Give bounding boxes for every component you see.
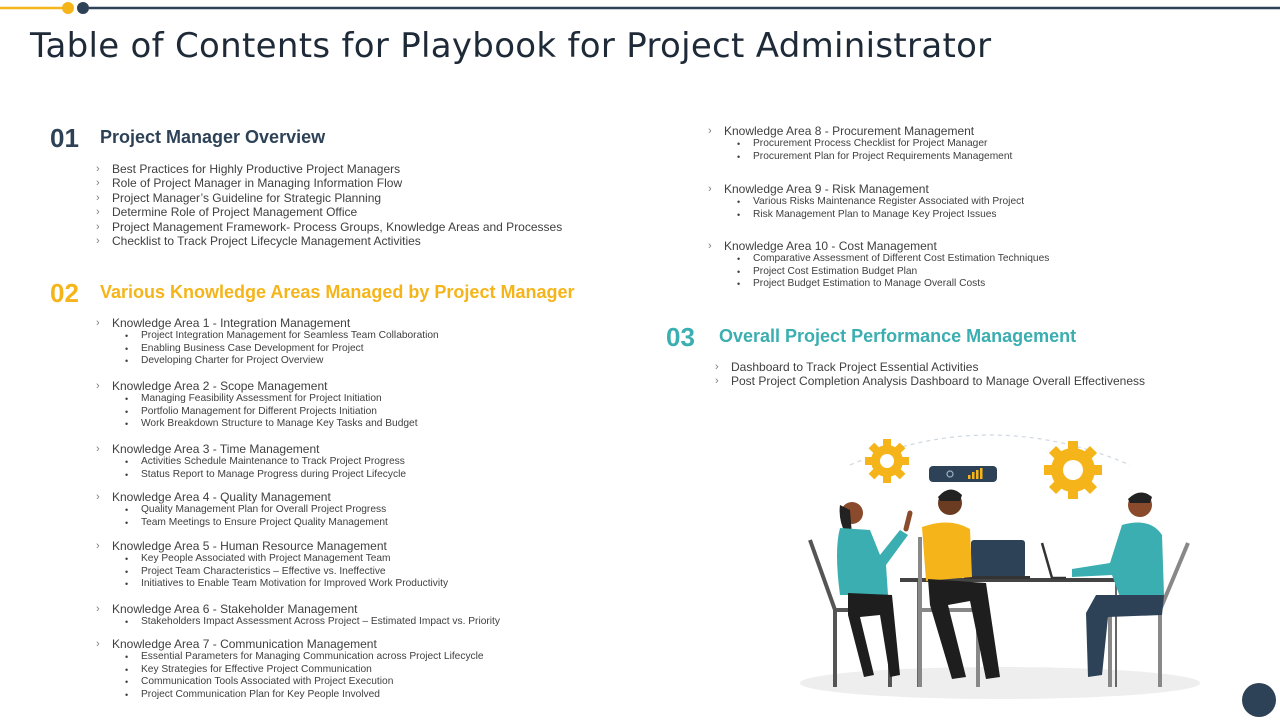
knowledge-area-subitem [96, 651, 484, 664]
chevron-right-icon: › [96, 540, 100, 552]
s3-item-text: Dashboard to Track Project Essential Activities [731, 360, 979, 374]
bullet-dot-icon: • [125, 469, 129, 480]
s1-item-text: Role of Project Manager in Managing Information Flow [112, 176, 403, 191]
knowledge-area-subitem [96, 330, 439, 343]
chevron-right-icon: › [96, 191, 100, 204]
knowledge-area-title: Knowledge Area 10 - Cost Management [724, 239, 937, 253]
section-title-02: Various Knowledge Areas Managed by Project Manager [100, 282, 575, 302]
knowledge-area-title: Knowledge Area 7 - Communication Management [112, 637, 377, 651]
bullet-dot-icon: • [125, 331, 129, 341]
knowledge-area-subitem-text: Essential Parameters for Managing Communication across Project Lifecycle [141, 651, 484, 662]
knowledge-area-block [96, 442, 406, 481]
knowledge-area-subitem [96, 418, 418, 431]
knowledge-area-subitem-text: Procurement Plan for Project Requirements Management [753, 150, 1013, 162]
section-number-01: 01 [50, 123, 79, 153]
knowledge-area-subitem [96, 504, 388, 517]
bullet-dot-icon: • [125, 517, 129, 528]
knowledge-area-subitem [96, 664, 484, 677]
chevron-right-icon: › [715, 375, 719, 388]
knowledge-area-title: Knowledge Area 9 - Risk Management [724, 182, 929, 196]
gear-icon [865, 439, 909, 483]
knowledge-area-subitem-text: Project Integration Management for Seamless Team Collaboration [141, 330, 439, 341]
knowledge-area-subitem-text: Procurement Process Checklist for Project Manager [753, 138, 988, 149]
knowledge-area-block [708, 239, 1049, 291]
knowledge-area-subitem [708, 209, 1024, 222]
bullet-dot-icon: • [125, 457, 129, 467]
section-number-03: 03 [666, 322, 695, 352]
s3-item [715, 374, 1145, 388]
chevron-right-icon: › [96, 163, 100, 175]
s3-item-text: Post Project Completion Analysis Dashboard to Manage Overall Effectiveness [731, 374, 1145, 389]
page-title: Table of Contents for Playbook for Project Administrator [30, 26, 992, 66]
knowledge-area-subitem-text: Enabling Business Case Development for Project [141, 342, 364, 354]
knowledge-area-subitem-text: Managing Feasibility Assessment for Project Initiation [141, 393, 382, 404]
knowledge-area-subitem-text: Stakeholders Impact Assessment Across Project – Estimated Impact vs. Priority [141, 616, 500, 627]
bullet-dot-icon: • [125, 406, 129, 417]
knowledge-area-title: Knowledge Area 4 - Quality Management [112, 490, 331, 504]
bullet-dot-icon: • [125, 652, 129, 662]
bullet-dot-icon: • [737, 209, 741, 220]
knowledge-area-subitem-text: Project Team Characteristics – Effective vs. Ineffective [141, 565, 386, 577]
chevron-right-icon: › [96, 443, 100, 455]
bullet-dot-icon: • [737, 266, 741, 277]
bullet-dot-icon: • [125, 343, 129, 354]
knowledge-area-subitem [96, 566, 448, 579]
chevron-right-icon: › [708, 240, 712, 252]
bullet-dot-icon: • [125, 505, 129, 515]
knowledge-area-subitem [96, 517, 388, 530]
chevron-right-icon: › [96, 177, 100, 190]
bullet-dot-icon: • [125, 579, 129, 590]
chevron-right-icon: › [96, 317, 100, 329]
team-meeting-illustration [790, 425, 1210, 705]
bullet-dot-icon: • [125, 617, 129, 627]
s1-item [96, 234, 562, 248]
knowledge-area-subitem [96, 469, 406, 482]
chevron-right-icon: › [708, 125, 712, 137]
knowledge-area-subitem [708, 151, 1012, 164]
knowledge-area-subitem-text: Comparative Assessment of Different Cost Estimation Techniques [753, 253, 1050, 264]
knowledge-area-subitem [96, 343, 439, 356]
s1-item [96, 176, 562, 190]
bullet-dot-icon: • [737, 197, 741, 207]
section-title-01: Project Manager Overview [100, 127, 326, 147]
s3-item [715, 360, 1145, 374]
knowledge-area-title: Knowledge Area 3 - Time Management [112, 442, 320, 456]
bullet-dot-icon: • [737, 279, 741, 290]
s1-item [96, 162, 562, 176]
knowledge-area-subitem-text: Developing Charter for Project Overview [141, 355, 324, 367]
top-accent-bar [0, 0, 1280, 16]
knowledge-area-subitem-text: Project Budget Estimation to Manage Overall Costs [753, 278, 986, 290]
s1-item-text: Best Practices for Highly Productive Project Managers [112, 162, 401, 176]
chart-card-icon [929, 466, 997, 482]
knowledge-area-subitem [96, 553, 448, 566]
s1-item-text: Project Management Framework- Process Groups, Knowledge Areas and Processes [112, 219, 563, 234]
chevron-right-icon: › [96, 206, 100, 219]
s1-item [96, 191, 562, 205]
knowledge-area-heading [96, 539, 448, 553]
knowledge-area-heading [96, 442, 406, 456]
s1-item-text: Project Manager’s Guideline for Strategic Planning [112, 190, 382, 205]
knowledge-area-title: Knowledge Area 5 - Human Resource Management [112, 539, 387, 553]
chevron-right-icon: › [96, 380, 100, 392]
knowledge-area-subitem-text: Risk Management Plan to Manage Key Project Issues [753, 208, 997, 220]
knowledge-area-title: Knowledge Area 1 - Integration Management [112, 316, 351, 330]
chevron-right-icon: › [96, 638, 100, 650]
knowledge-area-subitem-text: Team Meetings to Ensure Project Quality Management [141, 516, 388, 528]
bullet-dot-icon: • [737, 151, 741, 162]
knowledge-area-block [96, 379, 418, 431]
knowledge-area-heading [96, 637, 484, 651]
knowledge-area-subitem [96, 578, 448, 591]
s1-item [96, 205, 562, 219]
bullet-dot-icon: • [125, 689, 129, 700]
chevron-right-icon: › [708, 183, 712, 195]
knowledge-area-heading [96, 602, 500, 616]
bullet-dot-icon: • [737, 254, 741, 264]
gear-icon [1044, 441, 1102, 499]
knowledge-area-subitem-text: Key Strategies for Effective Project Communication [141, 663, 372, 675]
knowledge-area-heading [708, 124, 1012, 138]
chevron-right-icon: › [96, 603, 100, 615]
bullet-dot-icon: • [125, 419, 129, 430]
chevron-right-icon: › [96, 220, 100, 233]
knowledge-area-subitem [96, 393, 418, 406]
knowledge-area-subitem-text: Status Report to Manage Progress during Project Lifecycle [141, 468, 407, 480]
knowledge-area-subitem [96, 355, 439, 368]
knowledge-area-subitem-text: Quality Management Plan for Overall Project Progress [141, 504, 387, 515]
chevron-right-icon: › [96, 491, 100, 503]
knowledge-area-subitem-text: Portfolio Management for Different Projects Initiation [141, 405, 377, 417]
bullet-dot-icon: • [125, 677, 129, 688]
knowledge-area-heading [708, 182, 1024, 196]
knowledge-area-subitem-text: Project Cost Estimation Budget Plan [753, 265, 918, 277]
knowledge-area-subitem [96, 406, 418, 419]
knowledge-area-subitem [708, 138, 1012, 151]
knowledge-area-subitem [708, 278, 1049, 291]
bullet-dot-icon: • [125, 664, 129, 675]
chevron-right-icon: › [715, 361, 719, 373]
knowledge-area-title: Knowledge Area 6 - Stakeholder Management [112, 602, 358, 616]
knowledge-area-block [708, 182, 1024, 221]
knowledge-area-block [96, 539, 448, 591]
knowledge-area-subitem [96, 689, 484, 702]
section-title-03: Overall Project Performance Management [719, 326, 1077, 346]
knowledge-area-subitem-text: Communication Tools Associated with Project Execution [141, 676, 394, 688]
knowledge-area-subitem [708, 266, 1049, 279]
section-number-02: 02 [50, 278, 79, 308]
knowledge-area-subitem-text: Various Risks Maintenance Register Associated with Project [753, 196, 1025, 207]
knowledge-area-title: Knowledge Area 8 - Procurement Management [724, 124, 975, 138]
knowledge-area-subitem [96, 676, 484, 689]
s1-item-text: Determine Role of Project Management Office [112, 205, 358, 220]
knowledge-area-block [96, 316, 439, 368]
knowledge-area-subitem-text: Activities Schedule Maintenance to Track Project Progress [141, 456, 405, 467]
bullet-dot-icon: • [737, 139, 741, 149]
section-03-list [715, 360, 1145, 389]
section-01-list [96, 162, 562, 248]
knowledge-area-title: Knowledge Area 2 - Scope Management [112, 379, 328, 393]
knowledge-area-subitem [708, 253, 1049, 266]
knowledge-area-block [96, 490, 388, 529]
bullet-dot-icon: • [125, 394, 129, 404]
chevron-right-icon: › [96, 235, 100, 248]
knowledge-area-block [96, 602, 500, 629]
knowledge-area-subitem-text: Project Communication Plan for Key People Involved [141, 688, 380, 700]
knowledge-area-subitem [96, 616, 500, 629]
bullet-dot-icon: • [125, 554, 129, 564]
bullet-dot-icon: • [125, 566, 129, 577]
knowledge-area-block [96, 637, 484, 701]
s1-item [96, 220, 562, 234]
knowledge-area-heading [96, 490, 388, 504]
knowledge-area-heading [96, 316, 439, 330]
knowledge-area-subitem-text: Key People Associated with Project Management Team [141, 553, 391, 564]
knowledge-area-subitem [96, 456, 406, 469]
knowledge-area-subitem-text: Work Breakdown Structure to Manage Key Tasks and Budget [141, 418, 418, 430]
knowledge-area-block [708, 124, 1012, 163]
knowledge-area-subitem [708, 196, 1024, 209]
knowledge-area-subitem-text: Initiatives to Enable Team Motivation for Improved Work Productivity [141, 578, 449, 590]
page-corner-dot [1242, 683, 1276, 717]
knowledge-area-heading [96, 379, 418, 393]
bullet-dot-icon: • [125, 356, 129, 367]
knowledge-area-heading [708, 239, 1049, 253]
s1-item-text: Checklist to Track Project Lifecycle Management Activities [112, 234, 421, 249]
